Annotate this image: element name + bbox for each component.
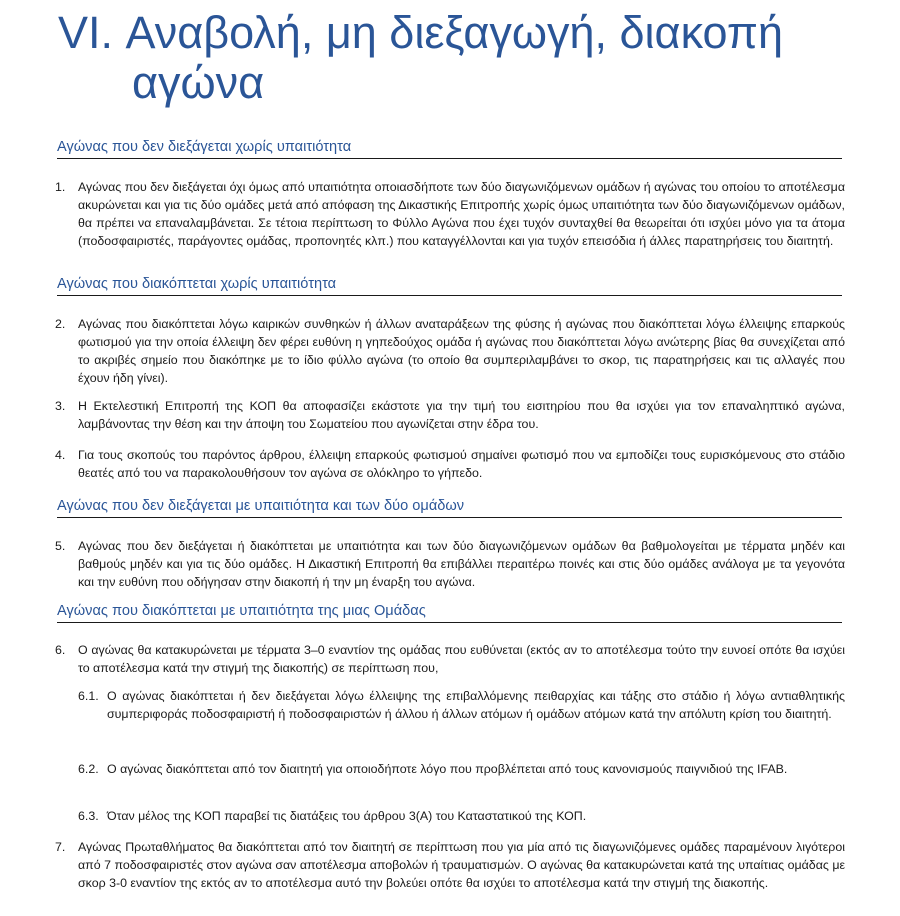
item-text: Αγώνας Πρωταθλήματος θα διακόπτεται από τον διαιτητή σε περίπτωση που για μία από τις διαγωνιζόμενες ομάδες παραμένουν λιγότεροι από 7 ποδοσφαιριστές στον αγώνα σαν αποτέλεσμα αποβολών ή τραυματισμών. Ο αγώνας θα κατακυρώνεται κατά της υπαίτιας ομάδας με σκορ 3-0 εναντίον της εκτός αν το αποτέλεσμα αυτό την βολεύει οπότε θα ισχύει το αποτέλεσμα κατά την στιγμή της διακοπής.: [78, 840, 845, 890]
list-item-6: [55, 641, 845, 677]
list-item-4: [55, 446, 845, 482]
item-text: Ο αγώνας διακόπτεται ή δεν διεξάγεται λόγω έλλειψης της επιβαλλόμενης πειθαρχίας και τάξης στο στάδιο ή λόγω αντιαθλητικής συμπεριφοράς ποδοσφαιριστή ή ποδοσφαιριστών ή άλλου ή άλλων ατόμων ή ομάδων ατόμων κατά την απόλυτη κρίση του διαιτητή.: [107, 689, 845, 721]
item-text: Ο αγώνας θα κατακυρώνεται με τέρματα 3–0 εναντίον της ομάδας που ευθύνεται (εκτός αν το αποτέλεσμα τούτο την ευνοεί οπότε θα ισχύει το αποτέλεσμα κατά την στιγμή της διακοπής) σε περίπτωση που,: [78, 643, 845, 675]
item-text: Αγώνας που δεν διεξάγεται όχι όμως από υπαιτιότητα οποιασδήποτε των δύο διαγωνιζόμενων ομάδων ή αγώνας του οποίου το αποτέλεσμα ακυρώνεται και για τις δύο ομάδες μετά από απόφαση της Δικαστικής Επιτροπής χωρίς όμως υπαιτιότητα των δύο διαγωνιζόμενων ομάδων, θα πρέπει να επαναλαμβάνεται. Σε τέτοια περίπτωση το Φύλλο Αγώνα που έχει τυχόν συνταχθεί θα θεωρείται ότι ισχύει μόνο για τα άτομα (ποδοσφαιριστές, παράγοντες ομάδας, προπονητές κλπ.) που καταγγέλλονται και για τυχόν επεισόδια ή άλλες παρατηρήσεις του διαιτητή.: [78, 180, 845, 248]
item-text: Αγώνας που διακόπτεται λόγω καιρικών συνθηκών ή άλλων αναταράξεων της φύσης ή αγώνας που διακόπτεται λόγω έλλειψης επαρκούς φωτισμού για την οποία έλλειψη δεν φέρει ευθύνη η γηπεδούχος ομάδα ή αγώνας που διακόπτεται λόγω ανώτερης βίας θα συνεχίζεται από το ακριβές σημείο που διακόπηκε με το ίδιο φύλλο αγώνα (το οποίο θα συμπεριλαμβάνει το σκορ, τις παρατηρήσεις και τις αλλαγές που έχουν ήδη γίνει).: [78, 317, 845, 385]
list-item-2: [55, 315, 845, 387]
item-number: 5.: [55, 539, 66, 553]
item-number: 4.: [55, 448, 66, 462]
list-item-3: [55, 397, 845, 433]
item-number: 3.: [55, 399, 66, 413]
item-number: 6.1.: [78, 689, 99, 703]
item-number: 1.: [55, 180, 66, 194]
item-text: Η Εκτελεστική Επιτροπή της ΚΟΠ θα αποφασίζει εκάστοτε για την τιμή του εισιτηρίου που θα ισχύει για τον επαναληπτικό αγώνα, λαμβάνοντας την θέση και την άποψη του Σωματείου που αγωνίζεται στην έδρα του.: [78, 399, 845, 431]
item-text: Όταν μέλος της ΚΟΠ παραβεί τις διατάξεις του άρθρου 3(Α) του Καταστατικού της ΚΟΠ.: [107, 809, 587, 823]
list-item-6-2: [78, 760, 845, 778]
page-title-line-1: VI. Αναβολή, μη διεξαγωγή, διακοπή: [58, 7, 783, 58]
item-text: Ο αγώνας διακόπτεται από τον διαιτητή για οποιοδήποτε λόγο που προβλέπεται από τους κανονισμούς παιγνιδιού της IFAB.: [107, 762, 788, 776]
list-item-1: [55, 178, 845, 250]
item-text: Για τους σκοπούς του παρόντος άρθρου, έλλειψη επαρκούς φωτισμού σημαίνει φωτισμό που να εμποδίζει τους ευρισκόμενους στο στάδιο θεατές από του να παρακολουθήσουν τον αγώνα σε ολόκληρο το γήπεδο.: [78, 448, 845, 480]
item-number: 6.: [55, 643, 66, 657]
list-item-7: [55, 838, 845, 892]
item-number: 6.3.: [78, 809, 99, 823]
section-heading-both-teams-fault: Αγώνας που δεν διεξάγεται με υπαιτιότητα και των δύο ομάδων: [57, 498, 842, 518]
item-number: 6.2.: [78, 762, 99, 776]
list-item-5: [55, 537, 845, 591]
item-number: 2.: [55, 317, 66, 331]
list-item-6-1: [78, 687, 845, 723]
page-title-line-2: αγώνα: [132, 57, 265, 108]
section-heading-no-fault-not-held: Αγώνας που δεν διεξάγεται χωρίς υπαιτιότητα: [57, 139, 842, 159]
item-number: 7.: [55, 840, 66, 854]
section-heading-no-fault-interrupted: Αγώνας που διακόπτεται χωρίς υπαιτιότητα: [57, 276, 842, 296]
page-title: [58, 8, 858, 108]
list-item-6-3: [78, 807, 845, 825]
section-heading-one-team-fault: Αγώνας που διακόπτεται με υπαιτιότητα της μιας Ομάδας: [57, 603, 842, 623]
item-text: Αγώνας που δεν διεξάγεται ή διακόπτεται με υπαιτιότητα και των δύο διαγωνιζόμενων ομάδων θα βαθμολογείται με τέρματα μηδέν και βαθμούς μηδέν και για τις δύο ομάδες. Η Δικαστική Επιτροπή θα επιβάλλει περαιτέρω ποινές και στις δύο ομάδες ανάλογα με τα γεγονότα και την ευθύνη που οδήγησαν στην διακοπή ή την μη έναρξη του αγώνα.: [78, 539, 845, 589]
